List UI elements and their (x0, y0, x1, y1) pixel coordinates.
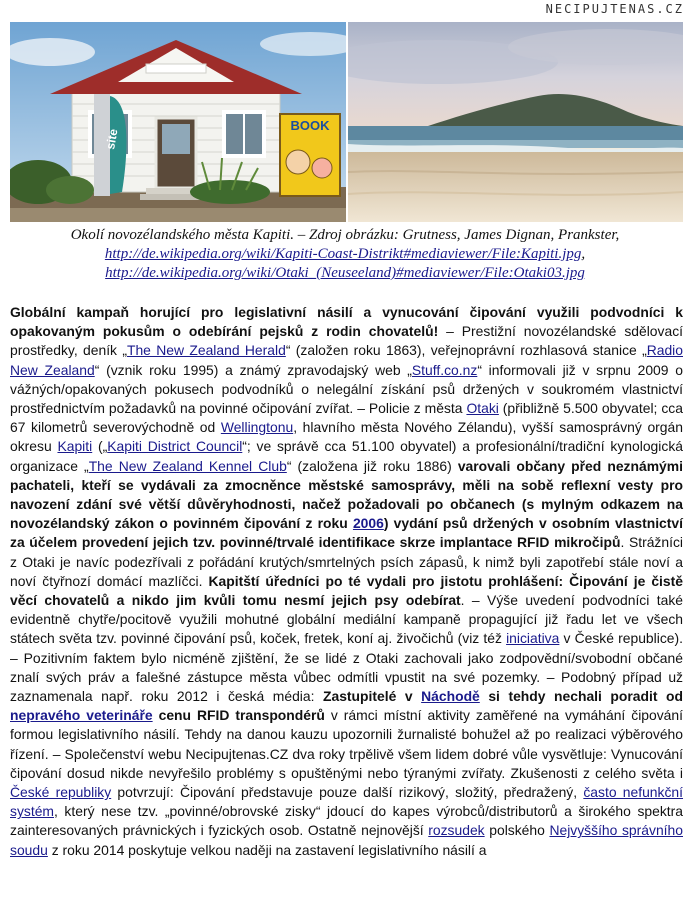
image-caption (10, 226, 680, 283)
article-text: („ (92, 438, 108, 455)
article-link[interactable]: 2006 (352, 515, 384, 532)
article-link[interactable]: České republiky (10, 784, 112, 801)
bold-text: Kapitští úředníci po té vydali pro jistotu prohlášení: Čipování je čistě věcí chovatelů a nikdo jim kvůli tomu nesmí jejich psy odebírat (10, 572, 683, 609)
article-body (10, 303, 683, 860)
article-link[interactable]: rozsudek (428, 822, 485, 839)
caption-lead: Okolí novozélandského města Kapiti. – Zdroj obrázku: Grutness, James Dignan, Prankster, (70, 227, 620, 243)
bold-text (10, 707, 153, 723)
bold-text: ) vydání psů držených v osobním vlastnictví za účelem provedení jejich tzv. povinné/trvalé identifikace skrze implantace RFID mikročipů (10, 515, 683, 551)
caption-link-kapiti[interactable]: http://de.wikipedia.org/wiki/Kapiti-Coast-Distrikt#mediaviewer/File:Kapiti.jpg (104, 246, 582, 262)
article-link[interactable]: Otaki (466, 400, 499, 417)
article-text: , hlavního města Nového Zélandu), vyšší samosprávný orgán okresu (10, 419, 683, 455)
photo-beach (348, 22, 683, 222)
banner-text: site (103, 127, 121, 151)
article-text: . – Výše uvedení podvodníci také evidentně chytře/pocitově využili mohutné globální mediální kampaně propagující již řadu let ve všech státech světa tzv. povinné čipování psů, koček, fretek, koní aj. živočichů (viz též (10, 592, 683, 647)
article-link[interactable]: Náchodě (421, 688, 480, 705)
article-text: z roku 2014 poskytuje velkou naději na zastavení legislativního násilí a (47, 841, 487, 858)
bold-text: cenu RFID transpondérů (152, 707, 325, 724)
article-text: – Prestižní novozélandské sdělovací prostředky, deník „ (10, 323, 683, 359)
article-link[interactable]: The New Zealand Herald (126, 342, 286, 359)
article-link[interactable]: Nejvyššího správního soudu (10, 822, 683, 858)
article-link[interactable]: často nefunkční systém (10, 784, 684, 820)
article-text: (přibližně 5.500 obyvatel; cca 67 kilometrů severovýchodně od (10, 400, 683, 436)
book-sign-text: BOOK (290, 118, 330, 133)
article-text: . Strážníci z Otaki je navíc podezřívali z pořádání krutých/smrtelných psích zápasů, k nimž byli zapotřebí stále noví a noví čtyřnozí domácí mazlíčci. (10, 534, 683, 589)
article-text: polského (484, 822, 550, 839)
bold-text: Zastupitelé v (323, 688, 422, 705)
article-link[interactable]: nepravého veterináře (10, 707, 153, 724)
article-text: “ (založena již roku 1886) (286, 457, 458, 474)
bold-text (353, 515, 384, 531)
article-link[interactable]: Kapiti District Council (107, 438, 243, 455)
caption-link-otaki[interactable]: http://de.wikipedia.org/wiki/Otaki_(Neuseeland)#mediaviewer/File:Otaki03.jpg (105, 265, 585, 281)
bold-text (421, 688, 480, 704)
bold-text: Globální kampaň horující pro legislativní násilí a vynucování čipování využili podvodníci k opakovaným pokusům o odebírání pejsků z rodin chovatelů! (10, 304, 683, 340)
article-link[interactable]: Wellingtonu (220, 419, 294, 436)
beach-illustration (348, 22, 683, 222)
article-text: , který nese tzv. „povinné/obrovské zisky“ jdoucí do kapes výrobců/distributorů a širokého spektra zainteresovaných právnických i fyzických osob. Ostatně nejnovější (10, 803, 683, 839)
article-text: potvrzují: Čipování představuje pouze další rizikový, složitý, předražený, (111, 784, 584, 801)
article-text: “ (vznik roku 1995) a známý zpravodajský web „ (94, 361, 412, 378)
site-name: NECIPUJTENAS.CZ (545, 2, 684, 16)
article-link[interactable]: Kapiti (57, 438, 93, 455)
article-text: “; ve správě cca 51.100 obyvatel) a profesionální/tradiční kynologická organizace „ (10, 438, 683, 474)
caption-separator: , (581, 246, 586, 262)
article-text: “ informovali již v srpnu 2009 o vážných/opakovaných pokusech podvodníků o nelegální získání psů držených v soukromém vlastnictví prostřednictvím požadavků na povinné očipování zvířat. – Policie z města (10, 361, 683, 417)
article-text: v České republice). – Pozitivním faktem bylo nicméně zjištění, že se lidé z Otaki zachovali jako zodpovědní/svobodní občané znalí svých práv a falešné zástupce města vůbec odmítli vpustit na své pozemky. – Podobný případ už zaznamenala např. roku 2012 i česká média: (10, 630, 683, 705)
photo-info-centre (10, 22, 346, 222)
info-centre-illustration (10, 22, 346, 222)
bold-text: varovali občany před neznámými pachateli, kteří se vydávali za zmocněnce městské samosprávy, měli na sobě reflexní vesty pro navození zdání své větší důvěryhodnosti, načež požadovali po občanech (s mylným odkazem na novozélandský zákon o povinném čipování z roku (10, 457, 683, 532)
article-link[interactable]: Radio New Zealand (10, 342, 683, 378)
article-text: “ (založen roku 1863), veřejnoprávní rozhlasová stanice „ (285, 342, 647, 359)
article-link[interactable]: The New Zealand Kennel Club (88, 457, 287, 474)
article-link[interactable]: Stuff.co.nz (411, 361, 478, 378)
article-link[interactable]: iniciativa (506, 630, 560, 647)
bold-text: si tehdy nechali poradit od (479, 688, 683, 705)
article-text: v rámci místní aktivity zaměřené na vymáhání čipování formou legislativního násilí. Tehdy na danou kauzu upozornili žurnalisté bohužel až po realizaci výběrového řízení. – Společenství webu Necipujtenas.CZ dva roky trpělivě všem lidem dobré vůle vysvětluje: Vynucování čipování dosud nikde nevyřešilo problémy s opuštěnými nebo týranými zvířaty. Zkušenosti z celého světa i (10, 707, 683, 781)
photo-collage (10, 22, 683, 222)
